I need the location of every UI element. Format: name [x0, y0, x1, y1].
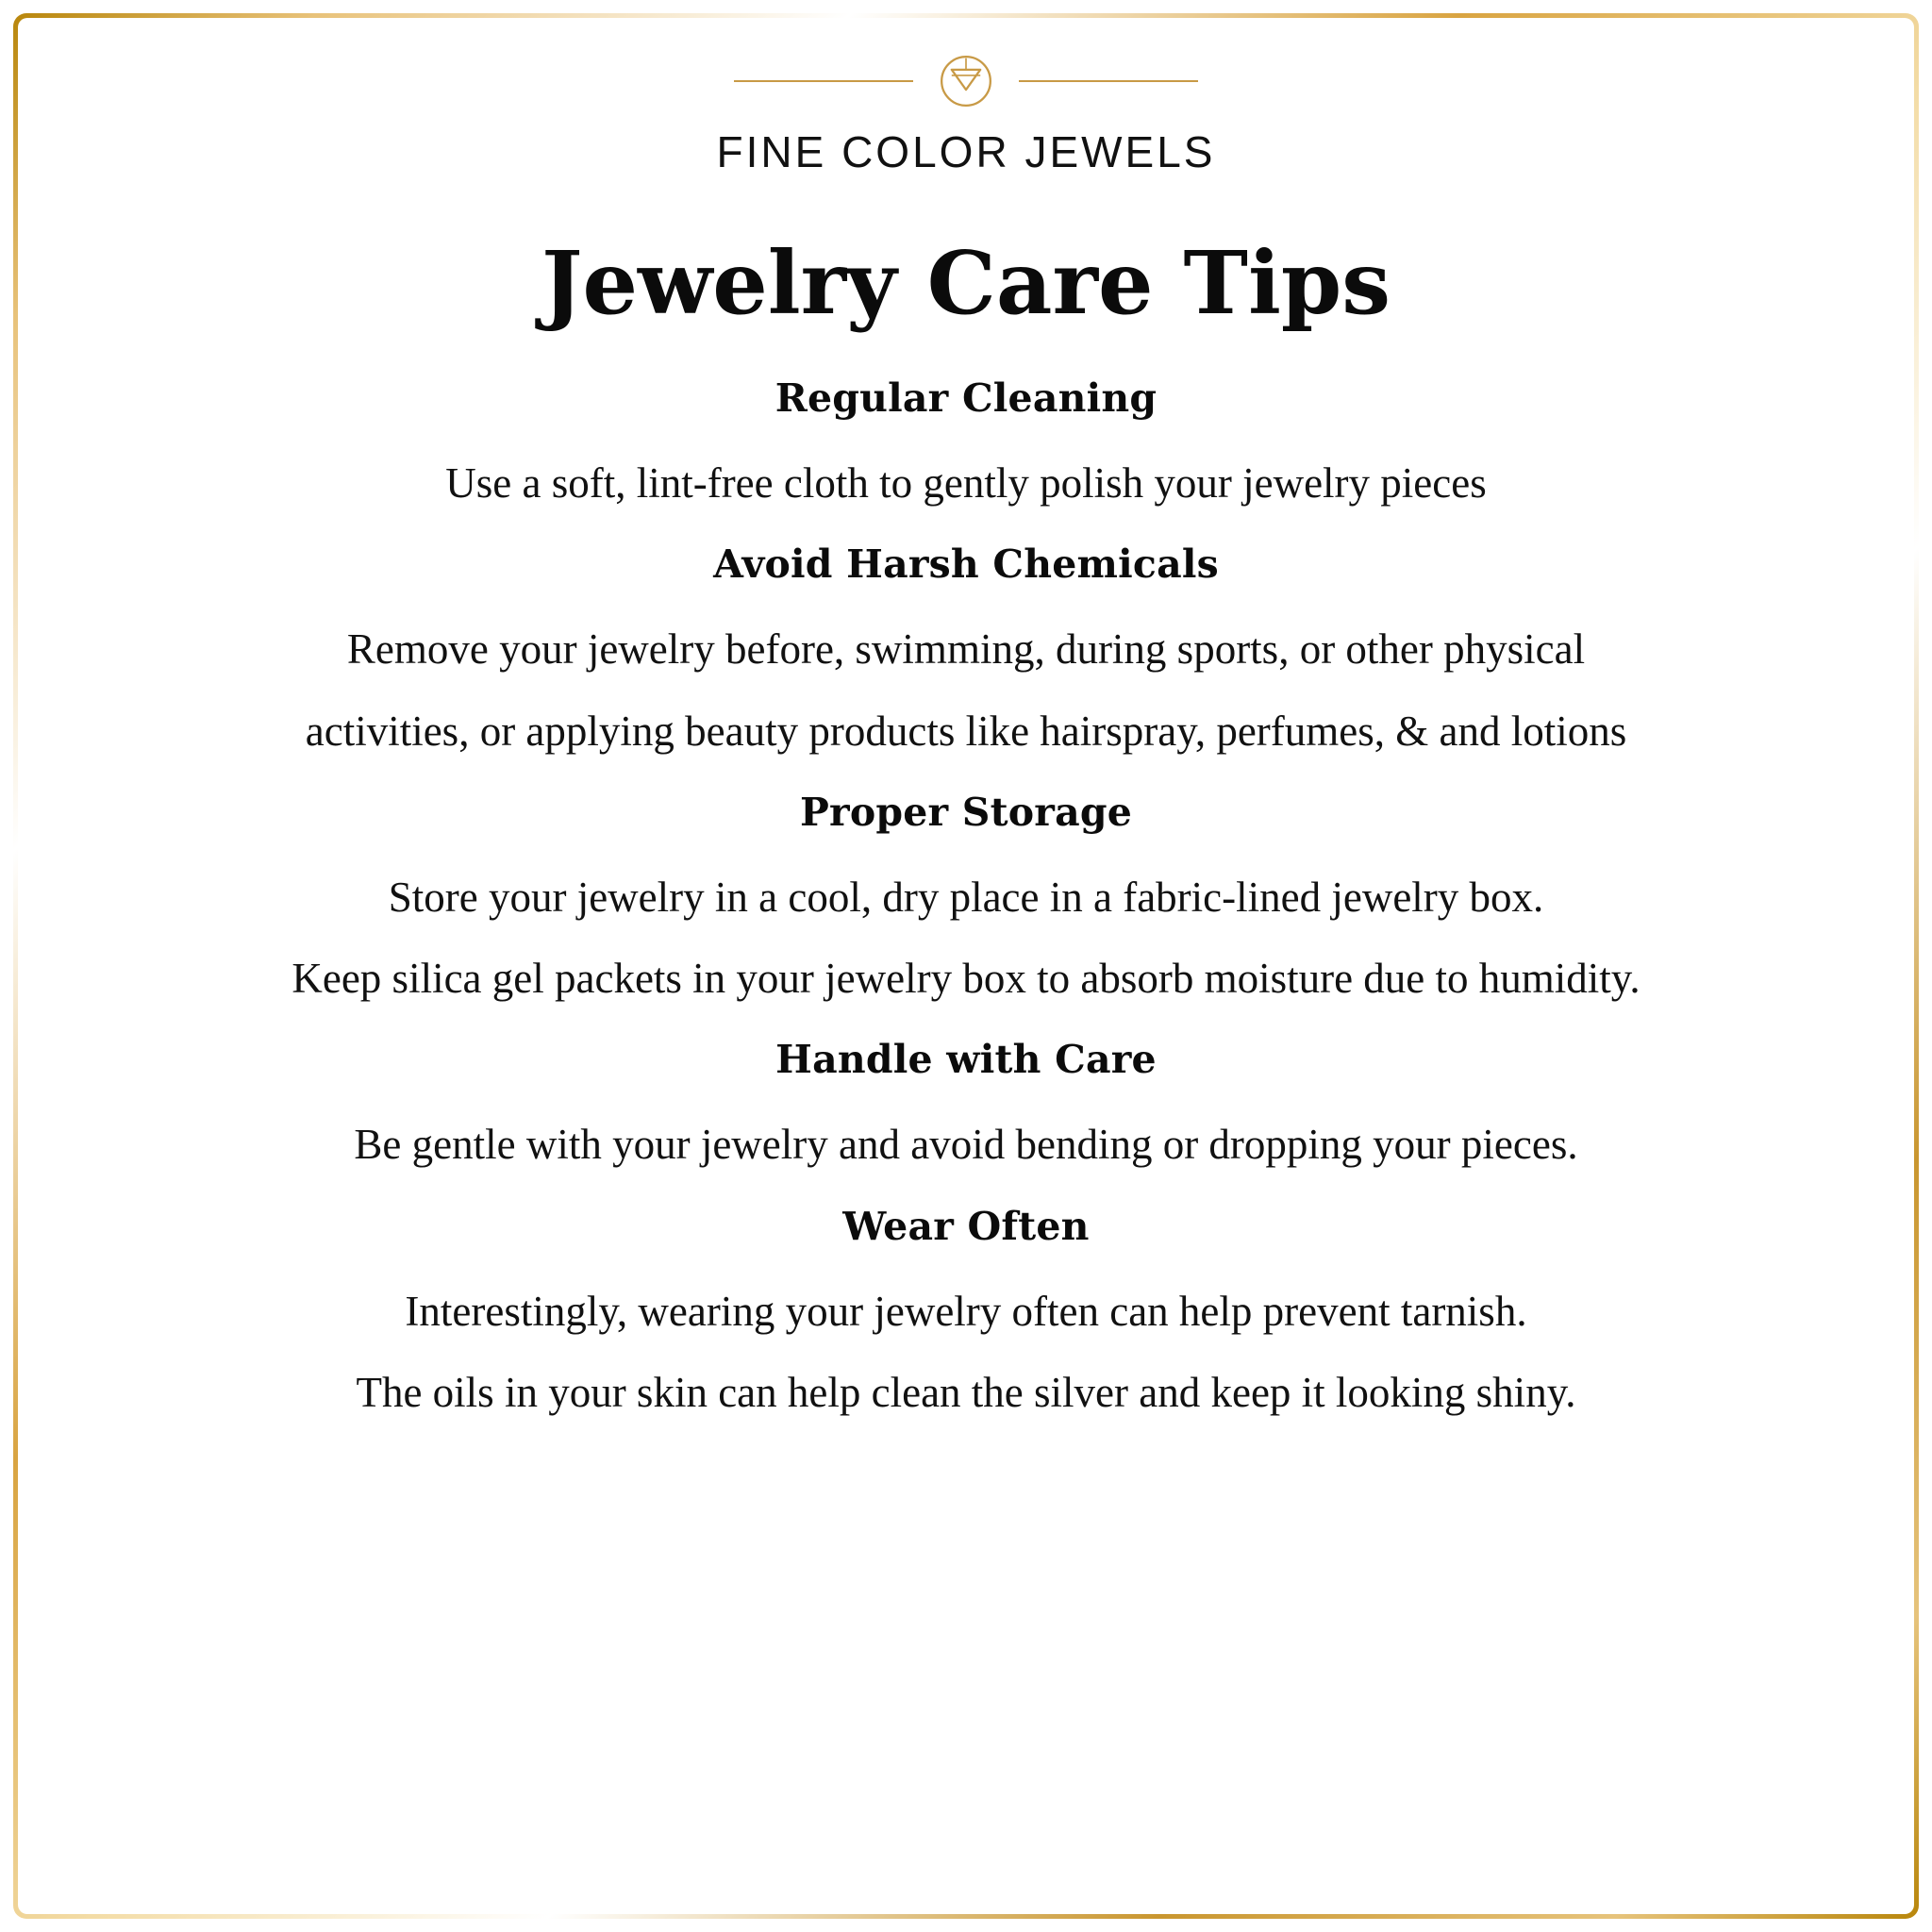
section-heading: Wear Often: [842, 1203, 1090, 1249]
section-heading: Avoid Harsh Chemicals: [713, 541, 1219, 588]
section-heading: Handle with Care: [775, 1037, 1157, 1083]
section-line: Remove your jewelry before, swimming, during sports, or other physical: [346, 625, 1586, 674]
section-line: Store your jewelry in a cool, dry place in a fabric-lined jewelry box.: [388, 873, 1544, 921]
section-line: Be gentle with your jewelry and avoid bending or dropping your pieces.: [354, 1121, 1578, 1169]
section-avoid-harsh-chemicals: [70, 509, 1862, 758]
section-line: The oils in your skin can help clean the silver and keep it looking shiny.: [356, 1368, 1576, 1416]
diamond-gem-icon: [930, 45, 1002, 117]
section-proper-storage: [70, 758, 1862, 1006]
logo-rule-left: [734, 80, 913, 82]
sections-list: [70, 343, 1862, 1419]
section-line: Interestingly, wearing your jewelry often can help prevent tarnish.: [405, 1287, 1527, 1335]
section-wear-often: [70, 1172, 1862, 1420]
section-regular-cleaning: [70, 343, 1862, 509]
section-line: Keep silica gel packets in your jewelry box to absorb moisture due to humidity.: [291, 955, 1641, 1002]
section-line: activities, or applying beauty products like hairspray, perfumes, & and lotions: [305, 707, 1627, 755]
brand-name: FINE COLOR JEWELS: [716, 127, 1216, 176]
logo-row: [734, 45, 1198, 117]
logo-rule-right: [1019, 80, 1198, 82]
brand-header: [70, 45, 1862, 177]
document-content: [13, 13, 1919, 1919]
page-title: Jewelry Care Tips: [541, 232, 1391, 334]
section-handle-with-care: [70, 1005, 1862, 1171]
section-line: Use a soft, lint-free cloth to gently polish your jewelry pieces: [445, 459, 1487, 507]
section-heading: Regular Cleaning: [774, 375, 1158, 421]
section-heading: Proper Storage: [799, 789, 1133, 835]
